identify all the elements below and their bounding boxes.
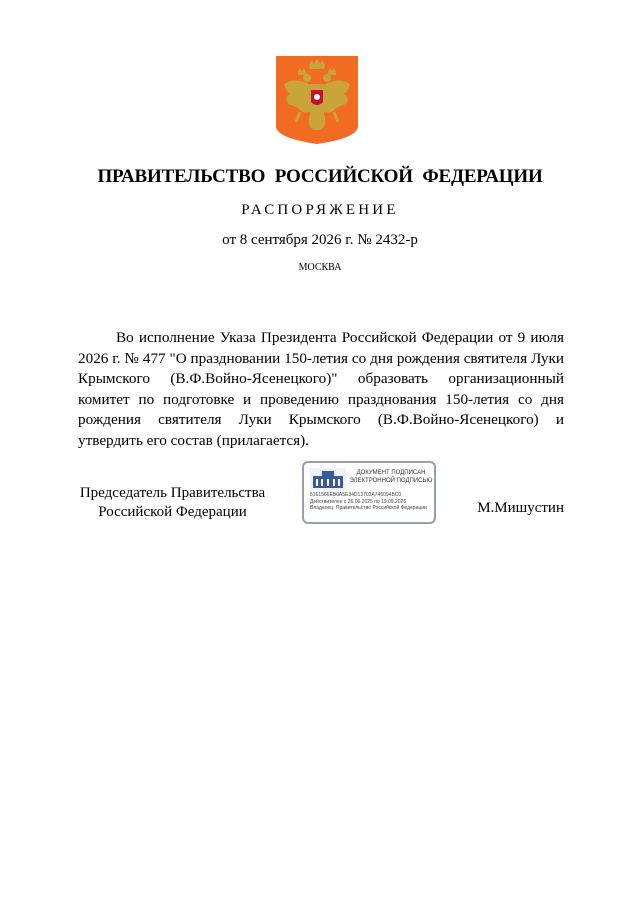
government-title: ПРАВИТЕЛЬСТВО РОССИЙСКОЙ ФЕДЕРАЦИИ	[97, 166, 543, 187]
order-body-text: Во исполнение Указа Президента Российской Федерации от 9 июля 2026 г. № 477 "О праздновании 150-летия со дня рождения святителя Луки Крымского (В.Ф.Войно-Ясенецкого)" образовать организационный комитет по подготовке и проведению празднования 150-летия со дня рождения святителя Луки Крымского (В.Ф.Войно-Ясенецкого) и утвердить его состав (прилагается).	[78, 329, 564, 449]
electronic-signature-stamp	[302, 461, 436, 524]
stamp-validity: Действителен с 26.06.2025 по 19.09.2026	[310, 499, 407, 505]
government-building-icon	[310, 468, 346, 490]
stamp-heading-line1: ДОКУМЕНТ ПОДПИСАН	[356, 470, 426, 476]
signatory-name: М.Мишустин	[477, 500, 564, 516]
stamp-heading	[348, 469, 434, 485]
document-type: РАСПОРЯЖЕНИЕ	[241, 202, 399, 218]
signatory-position	[70, 484, 275, 522]
signatory-position-line2: Российской Федерации	[98, 504, 247, 520]
stamp-owner: Владелец: Правительство Российской Федерации	[310, 505, 427, 511]
document-date-number: от 8 сентября 2026 г. № 2432-р	[222, 232, 418, 248]
stamp-heading-line2: ЭЛЕКТРОННОЙ ПОДПИСЬЮ	[349, 478, 433, 484]
coat-of-arms-icon	[276, 56, 358, 144]
stamp-certificate-number: 5161566EB0A5E34D13702A746094BC0	[310, 492, 402, 498]
document-city: МОСКВА	[298, 262, 342, 273]
signatory-position-line1: Председатель Правительства	[79, 485, 266, 501]
